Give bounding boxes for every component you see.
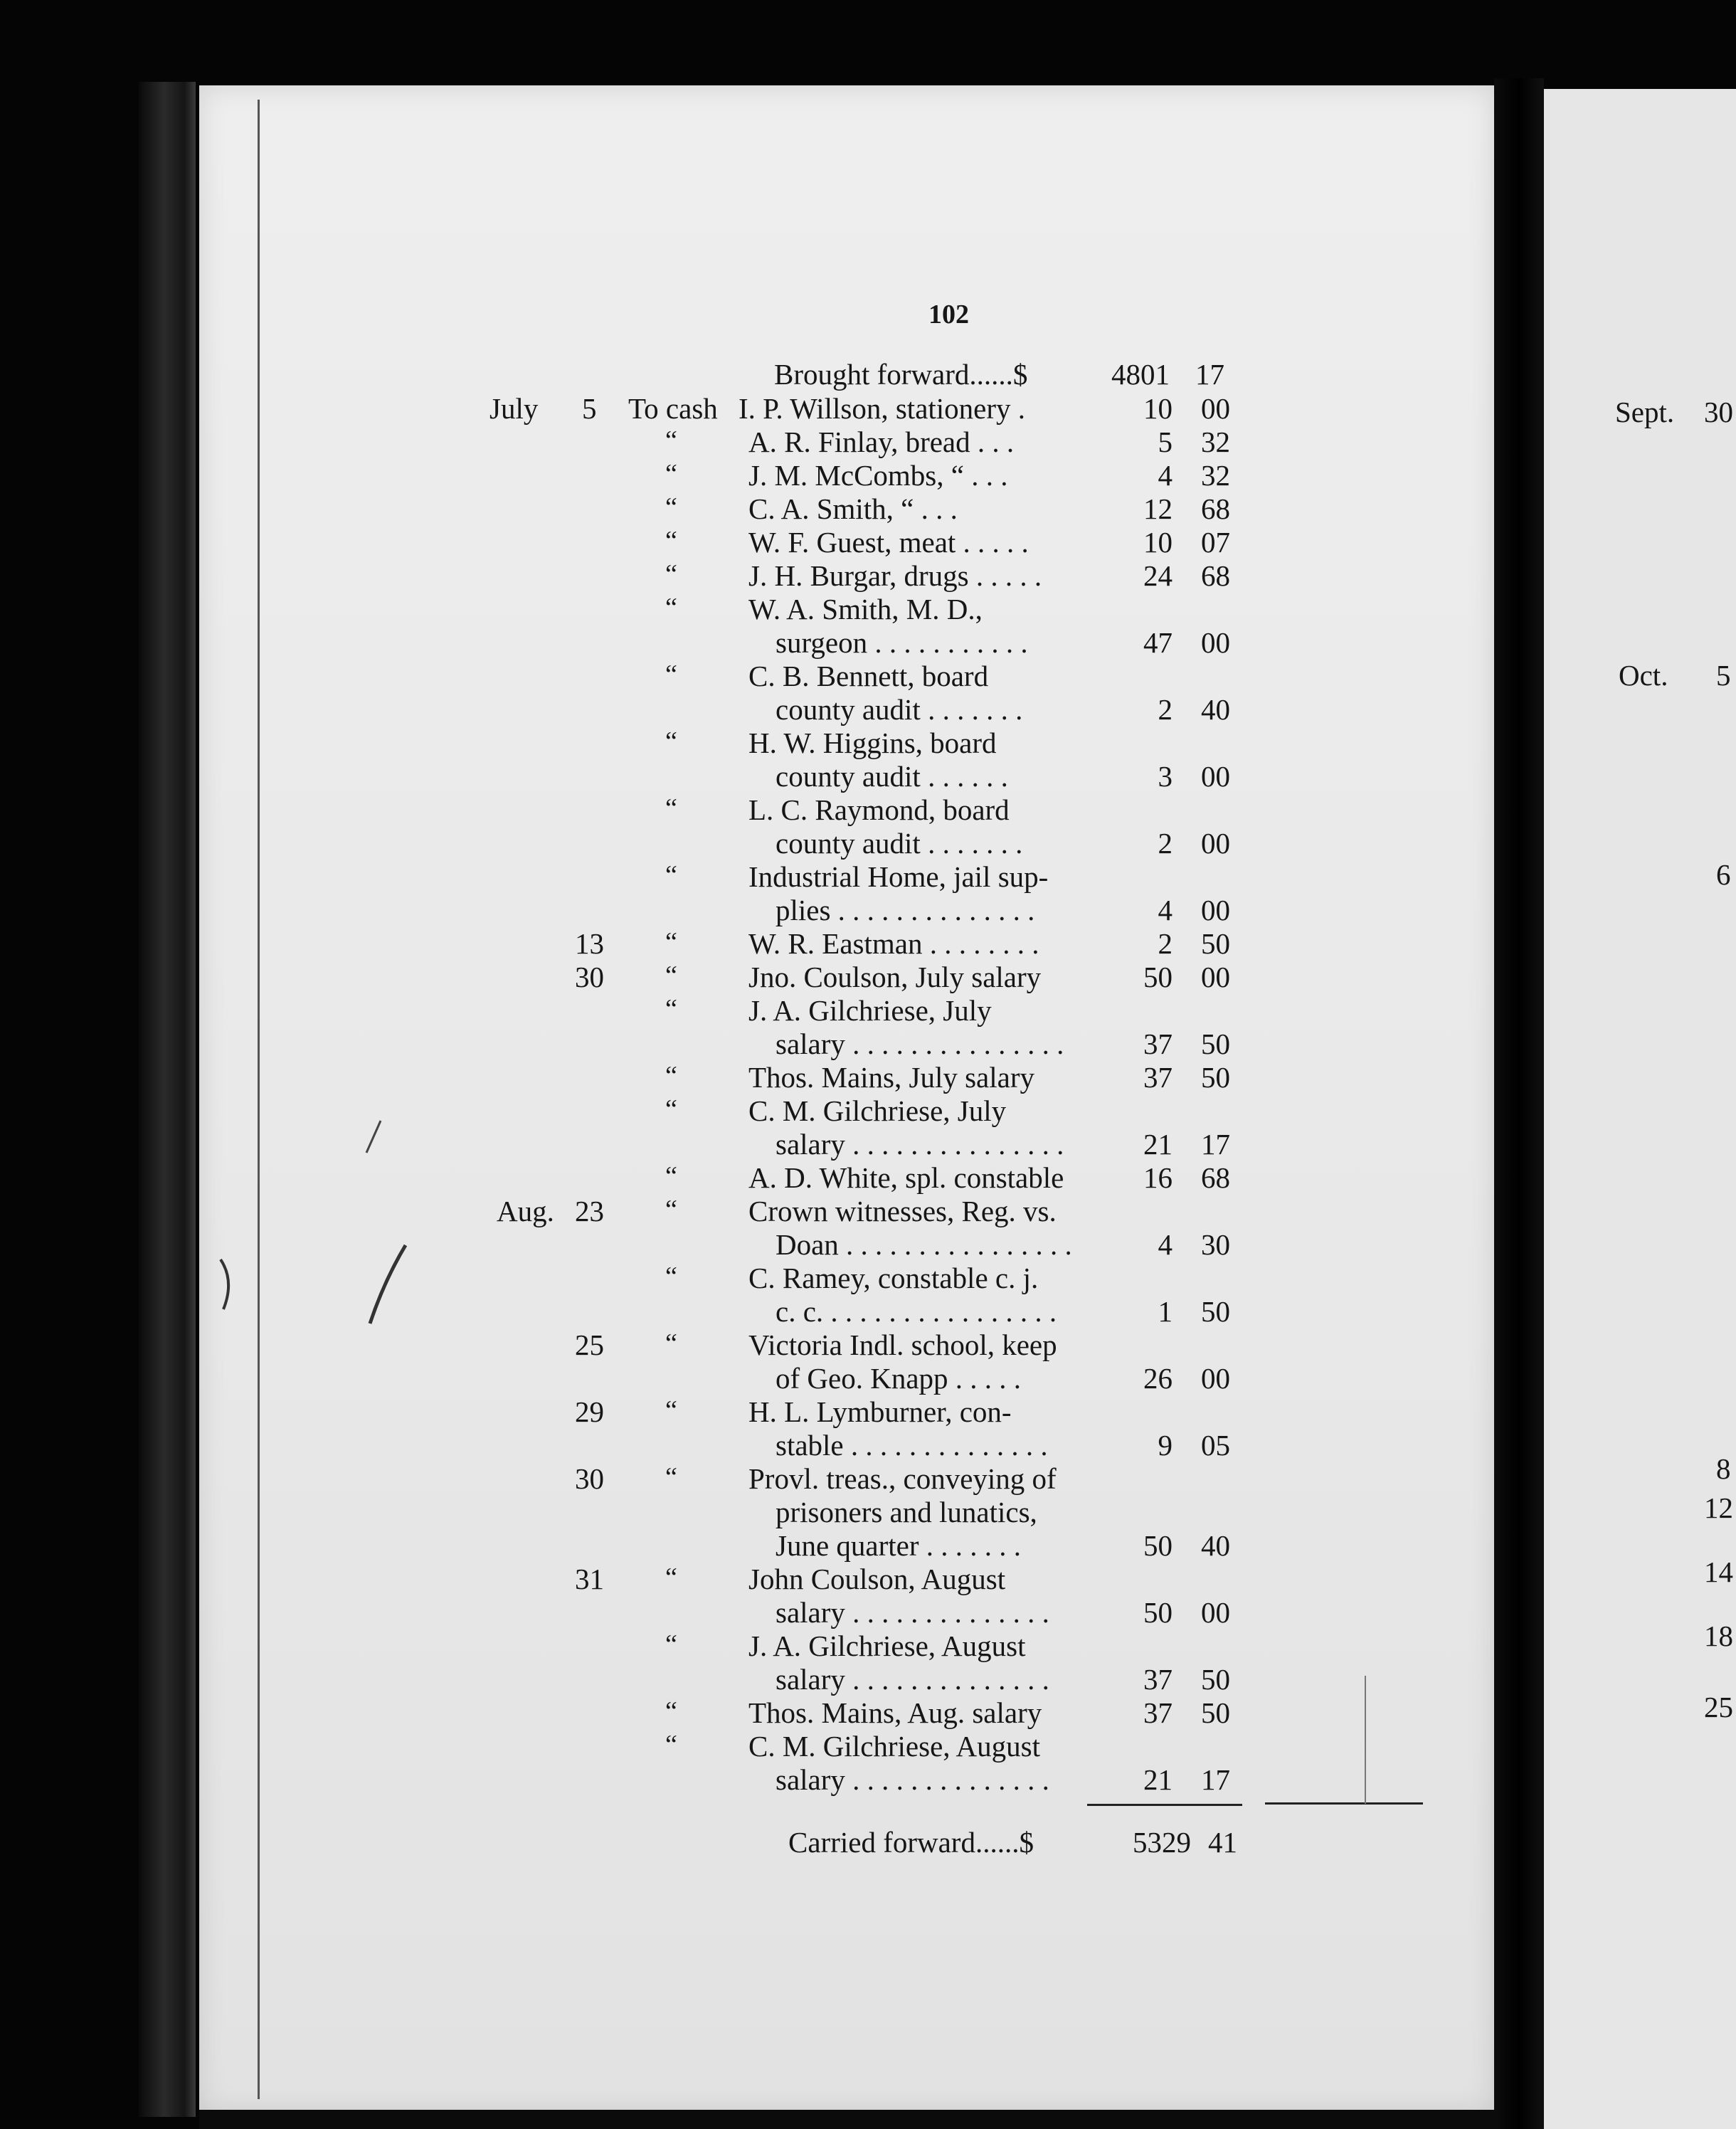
entry-description: W. A. Smith, M. D., bbox=[748, 593, 983, 625]
entry-description: county audit . . . . . . bbox=[776, 760, 1008, 793]
entry-cents: 17 bbox=[1201, 1763, 1230, 1796]
ditto-mark: “ bbox=[665, 1061, 677, 1091]
ditto-mark: “ bbox=[665, 927, 677, 957]
ditto-mark: “ bbox=[665, 1395, 677, 1425]
entry-day: 5 bbox=[582, 392, 597, 425]
entry-cents: 00 bbox=[1201, 1362, 1230, 1395]
entry-day: 30 bbox=[575, 1462, 604, 1495]
ditto-mark: “ bbox=[665, 660, 677, 690]
entry-description: salary . . . . . . . . . . . . . . bbox=[776, 1596, 1049, 1629]
ditto-mark: “ bbox=[665, 860, 677, 890]
ditto-mark: “ bbox=[665, 1696, 677, 1726]
entry-day: 13 bbox=[575, 927, 604, 960]
facing-day: 12 bbox=[1704, 1491, 1733, 1524]
entry-description: Jno. Coulson, July salary bbox=[748, 961, 1042, 993]
ditto-mark: “ bbox=[665, 459, 677, 489]
facing-day: 30 bbox=[1704, 396, 1733, 428]
entry-description: salary . . . . . . . . . . . . . . . bbox=[776, 1128, 1064, 1161]
entry-cents: 50 bbox=[1201, 1027, 1230, 1060]
entry-description: salary . . . . . . . . . . . . . . . bbox=[776, 1027, 1064, 1060]
entry-description: J. A. Gilchriese, July bbox=[748, 994, 992, 1027]
entry-description: Thos. Mains, July salary bbox=[748, 1061, 1034, 1094]
entry-description: C. B. Bennett, board bbox=[748, 660, 989, 692]
entry-day: 29 bbox=[575, 1395, 604, 1428]
pencil-mark-bracket bbox=[213, 1252, 242, 1316]
entry-description: salary . . . . . . . . . . . . . . bbox=[776, 1763, 1049, 1796]
entry-description: stable . . . . . . . . . . . . . . bbox=[776, 1429, 1048, 1462]
entry-description: W. R. Eastman . . . . . . . . bbox=[748, 927, 1039, 960]
entry-description: county audit . . . . . . . bbox=[776, 827, 1023, 860]
page-bottom-edge bbox=[199, 2110, 1494, 2129]
facing-month: Sept. bbox=[1615, 396, 1675, 428]
entry-dollars: 47 bbox=[1143, 626, 1173, 659]
entry-cents: 68 bbox=[1201, 492, 1230, 525]
ditto-mark: “ bbox=[665, 727, 677, 756]
entry-dollars: 3 bbox=[1158, 760, 1173, 793]
entry-dollars: 24 bbox=[1143, 559, 1173, 592]
page-margin-line bbox=[258, 100, 260, 2099]
entry-day: 30 bbox=[575, 961, 604, 993]
entry-cents: 32 bbox=[1201, 426, 1230, 458]
entry-dollars: 4 bbox=[1158, 459, 1173, 492]
ditto-mark: “ bbox=[665, 1462, 677, 1492]
entry-dollars: 21 bbox=[1143, 1763, 1173, 1796]
entry-cents: 68 bbox=[1201, 1161, 1230, 1194]
entry-description: W. F. Guest, meat . . . . . bbox=[748, 526, 1029, 559]
entry-cents: 17 bbox=[1201, 1128, 1230, 1161]
ditto-mark: “ bbox=[665, 994, 677, 1024]
entry-description: I. P. Willson, stationery . bbox=[739, 392, 1026, 425]
entry-cents: 30 bbox=[1201, 1228, 1230, 1261]
entry-dollars: 10 bbox=[1143, 526, 1173, 559]
entry-description: c. c. . . . . . . . . . . . . . . . . bbox=[776, 1295, 1057, 1328]
entry-dollars: 12 bbox=[1143, 492, 1173, 525]
facing-day: 14 bbox=[1704, 1555, 1733, 1588]
entry-description: A. D. White, spl. constable bbox=[748, 1161, 1064, 1194]
entry-description: plies . . . . . . . . . . . . . . bbox=[776, 894, 1035, 926]
ditto-mark: “ bbox=[665, 492, 677, 522]
entry-dollars: 50 bbox=[1143, 961, 1173, 993]
facing-day: 8 bbox=[1716, 1452, 1731, 1485]
ditto-mark: “ bbox=[665, 1563, 677, 1592]
entry-description: C. M. Gilchriese, July bbox=[748, 1094, 1007, 1127]
pencil-mark-tick bbox=[359, 1117, 388, 1160]
entry-cents: 50 bbox=[1201, 1696, 1230, 1729]
facing-month: Oct. bbox=[1619, 659, 1668, 692]
entry-description: J. A. Gilchriese, August bbox=[748, 1629, 1026, 1662]
total-rule-left bbox=[1087, 1804, 1242, 1806]
entry-description: John Coulson, August bbox=[748, 1563, 1006, 1595]
entry-description: L. C. Raymond, board bbox=[748, 793, 1010, 826]
entry-description: H. W. Higgins, board bbox=[748, 727, 997, 759]
entry-dollars: 37 bbox=[1143, 1696, 1173, 1729]
ditto-mark: “ bbox=[665, 1094, 677, 1124]
entry-cents: 50 bbox=[1201, 927, 1230, 960]
entry-description: June quarter . . . . . . . bbox=[776, 1529, 1021, 1562]
entry-description: A. R. Finlay, bread . . . bbox=[748, 426, 1015, 458]
facing-day: 25 bbox=[1704, 1691, 1733, 1723]
brought-forward-dollars: 4801 bbox=[1111, 358, 1170, 391]
page-number: 102 bbox=[928, 300, 969, 329]
entry-description: surgeon . . . . . . . . . . . bbox=[776, 626, 1028, 659]
entry-cents: 00 bbox=[1201, 626, 1230, 659]
entry-cents: 68 bbox=[1201, 559, 1230, 592]
entry-cents: 32 bbox=[1201, 459, 1230, 492]
entry-dollars: 50 bbox=[1143, 1596, 1173, 1629]
entry-cents: 40 bbox=[1201, 693, 1230, 726]
facing-day: 6 bbox=[1716, 858, 1731, 891]
ditto-mark: “ bbox=[665, 526, 677, 556]
entry-cents: 00 bbox=[1201, 760, 1230, 793]
entry-description: Industrial Home, jail sup- bbox=[748, 860, 1049, 893]
entry-dollars: 5 bbox=[1158, 426, 1173, 458]
ditto-mark: “ bbox=[665, 1730, 677, 1760]
entry-description: county audit . . . . . . . bbox=[776, 693, 1023, 726]
entry-description: salary . . . . . . . . . . . . . . bbox=[776, 1663, 1049, 1696]
entry-description: J. H. Burgar, drugs . . . . . bbox=[748, 559, 1042, 592]
ditto-mark: “ bbox=[665, 1629, 677, 1659]
ditto-mark: “ bbox=[665, 793, 677, 823]
entry-cents: 05 bbox=[1201, 1429, 1230, 1462]
entry-cents: 00 bbox=[1201, 894, 1230, 926]
book-binding bbox=[139, 82, 196, 2117]
entry-dollars: 16 bbox=[1143, 1161, 1173, 1194]
entry-day: 31 bbox=[575, 1563, 604, 1595]
entry-day: 23 bbox=[575, 1195, 604, 1227]
ditto-mark: “ bbox=[665, 961, 677, 990]
ditto-mark: “ bbox=[665, 1195, 677, 1225]
entry-cents: 50 bbox=[1201, 1061, 1230, 1094]
entry-description: Thos. Mains, Aug. salary bbox=[748, 1696, 1042, 1729]
entry-dollars: 50 bbox=[1143, 1529, 1173, 1562]
entry-description: of Geo. Knapp . . . . . bbox=[776, 1362, 1022, 1395]
column-rule bbox=[1365, 1676, 1366, 1804]
entry-description: J. M. McCombs, “ . . . bbox=[748, 459, 1008, 492]
entry-cents: 50 bbox=[1201, 1663, 1230, 1696]
entry-dollars: 2 bbox=[1158, 827, 1173, 860]
total-rule-right bbox=[1265, 1802, 1423, 1805]
pencil-mark-curve bbox=[356, 1238, 427, 1380]
carried-forward-label: Carried forward......$ bbox=[788, 1826, 1034, 1859]
entry-dollars: 37 bbox=[1143, 1663, 1173, 1696]
ditto-mark: “ bbox=[665, 426, 677, 455]
entry-cents: 00 bbox=[1201, 961, 1230, 993]
facing-day: 5 bbox=[1716, 659, 1731, 692]
entry-cents: 40 bbox=[1201, 1529, 1230, 1562]
carried-forward-cents: 41 bbox=[1208, 1826, 1237, 1859]
entry-dollars: 1 bbox=[1158, 1295, 1173, 1328]
ditto-mark: “ bbox=[665, 1328, 677, 1358]
carried-forward-dollars: 5329 bbox=[1133, 1826, 1191, 1859]
entry-cents: 00 bbox=[1201, 1596, 1230, 1629]
entry-cents: 50 bbox=[1201, 1295, 1230, 1328]
book-gutter bbox=[1494, 78, 1544, 2129]
entry-dollars: 21 bbox=[1143, 1128, 1173, 1161]
entry-month: Aug. bbox=[497, 1195, 554, 1227]
entry-dollars: 26 bbox=[1143, 1362, 1173, 1395]
entry-month: July bbox=[489, 392, 539, 425]
entry-prefix: To cash bbox=[628, 392, 718, 425]
entry-day: 25 bbox=[575, 1328, 604, 1361]
entry-dollars: 2 bbox=[1158, 927, 1173, 960]
ditto-mark: “ bbox=[665, 559, 677, 589]
ditto-mark: “ bbox=[665, 1262, 677, 1291]
entry-description: prisoners and lunatics, bbox=[776, 1496, 1037, 1528]
entry-dollars: 4 bbox=[1158, 1228, 1173, 1261]
entry-description: Crown witnesses, Reg. vs. bbox=[748, 1195, 1057, 1227]
facing-day: 18 bbox=[1704, 1620, 1733, 1652]
entry-description: Doan . . . . . . . . . . . . . . . . bbox=[776, 1228, 1072, 1261]
entry-cents: 00 bbox=[1201, 827, 1230, 860]
entry-dollars: 2 bbox=[1158, 693, 1173, 726]
entry-description: C. M. Gilchriese, August bbox=[748, 1730, 1040, 1763]
ditto-mark: “ bbox=[665, 593, 677, 623]
entry-description: Provl. treas., conveying of bbox=[748, 1462, 1057, 1495]
entry-dollars: 37 bbox=[1143, 1027, 1173, 1060]
entry-dollars: 4 bbox=[1158, 894, 1173, 926]
entry-description: C. Ramey, constable c. j. bbox=[748, 1262, 1039, 1294]
entry-dollars: 37 bbox=[1143, 1061, 1173, 1094]
entry-description: C. A. Smith, “ . . . bbox=[748, 492, 958, 525]
brought-forward-cents: 17 bbox=[1195, 358, 1224, 391]
entry-cents: 07 bbox=[1201, 526, 1230, 559]
entry-dollars: 10 bbox=[1143, 392, 1173, 425]
entry-cents: 00 bbox=[1201, 392, 1230, 425]
entry-description: Victoria Indl. school, keep bbox=[748, 1328, 1057, 1361]
ditto-mark: “ bbox=[665, 1161, 677, 1191]
entry-dollars: 9 bbox=[1158, 1429, 1173, 1462]
entry-description: H. L. Lymburner, con- bbox=[748, 1395, 1012, 1428]
brought-forward-label: Brought forward......$ bbox=[774, 358, 1028, 391]
